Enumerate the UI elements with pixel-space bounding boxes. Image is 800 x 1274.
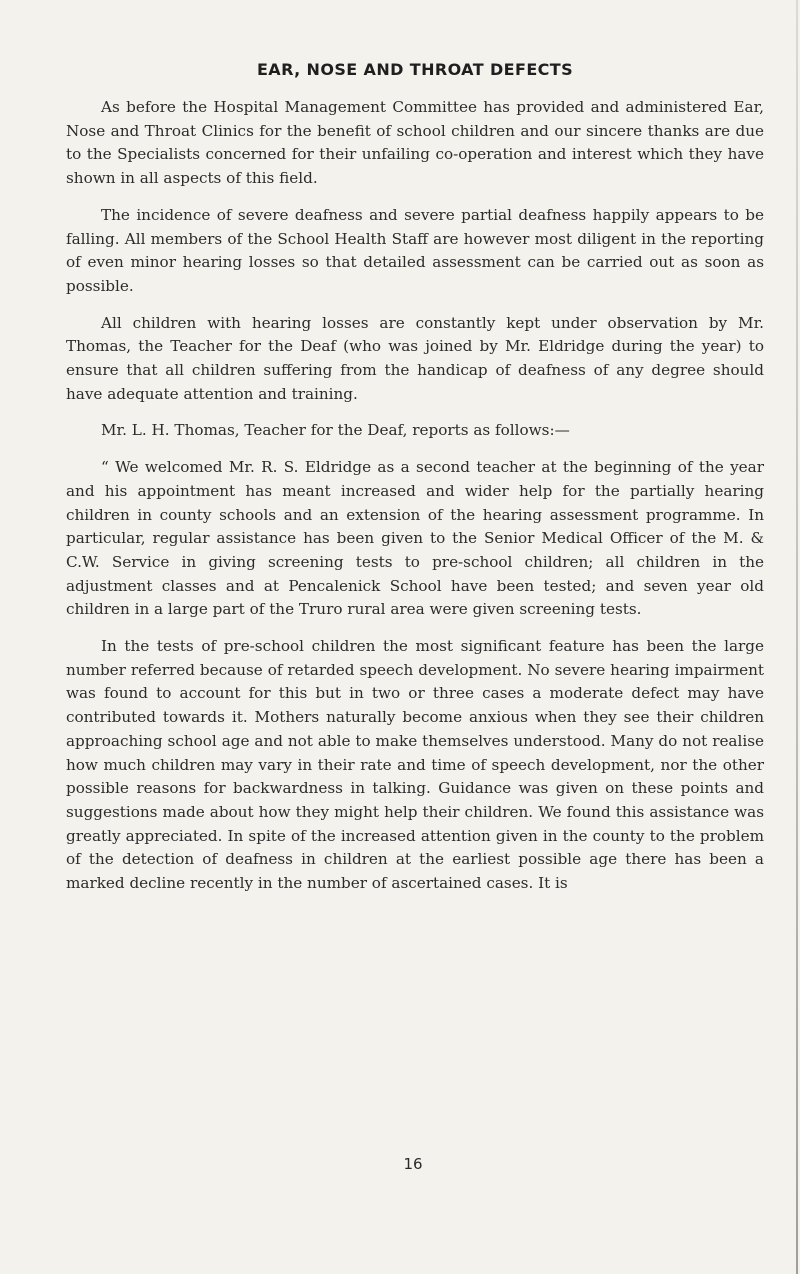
body-text — [66, 96, 764, 909]
page-edge-shadow — [796, 0, 798, 1274]
paragraph-incidence: The incidence of severe deafness and severe partial deafness happily appears to be falling. All members of the School Health Staff are however most diligent in the reporting of even minor hearing losses so that detailed assessment can be carried out as soon as possible. — [66, 205, 764, 295]
paragraph-report-intro: Mr. L. H. Thomas, Teacher for the Deaf, reports as follows:— — [101, 421, 570, 440]
section-heading: EAR, NOSE AND THROAT DEFECTS — [256, 60, 574, 79]
paragraph-observation: All children with hearing losses are constantly kept under observation by Mr. Thomas, the Teacher for the Deaf (who was joined by Mr. Eldridge during the year) to ensure that all children suffering from the handicap of deafness of any degree should have adequate attention and training. — [66, 313, 764, 403]
paragraph-pre-school-tests: In the tests of pre-school children the most significant feature has been the large number referred because of retarded speech development. No severe hearing impairment was found to account for this but in two or three cases a moderate defect may have contributed towards it. Mothers naturally become anxious when they see their children approaching school age and not able to make themselves understood. Many do not realise how much children may vary in their rate and time of speech development, nor the other possible reasons for backwardness in talking. Guidance was given on these points and suggestions made about how they might help their children. We found this assistance was greatly appreciated. In spite of the increased attention given in the county to the problem of the detection of deafness in children at the earliest possible age there has been a marked decline recently in the number of ascertained cases. It is — [66, 637, 764, 893]
paragraph-clinics: As before the Hospital Management Committee has provided and administered Ear, Nose and Throat Clinics for the benefit of school children and our sincere thanks are due to the Specialists concerned for their unfailing co-operation and interest which they have shown in all aspects of this field. — [66, 98, 764, 188]
paragraph-report-welcome: “ We welcomed Mr. R. S. Eldridge as a second teacher at the beginning of the year and his appointment has meant increased and wider help for the partially hearing children in county schools and an extension of the hearing assessment programme. In particular, regular assistance has been given to the Senior Medical Officer of the M. & C.W. Service in giving screening tests to pre-school children; all children in the adjustment classes and at Pencalenick School have been tested; and seven year old children in a large part of the Truro rural area were given screening tests. — [66, 458, 764, 619]
page-number: 16 — [403, 1155, 423, 1173]
